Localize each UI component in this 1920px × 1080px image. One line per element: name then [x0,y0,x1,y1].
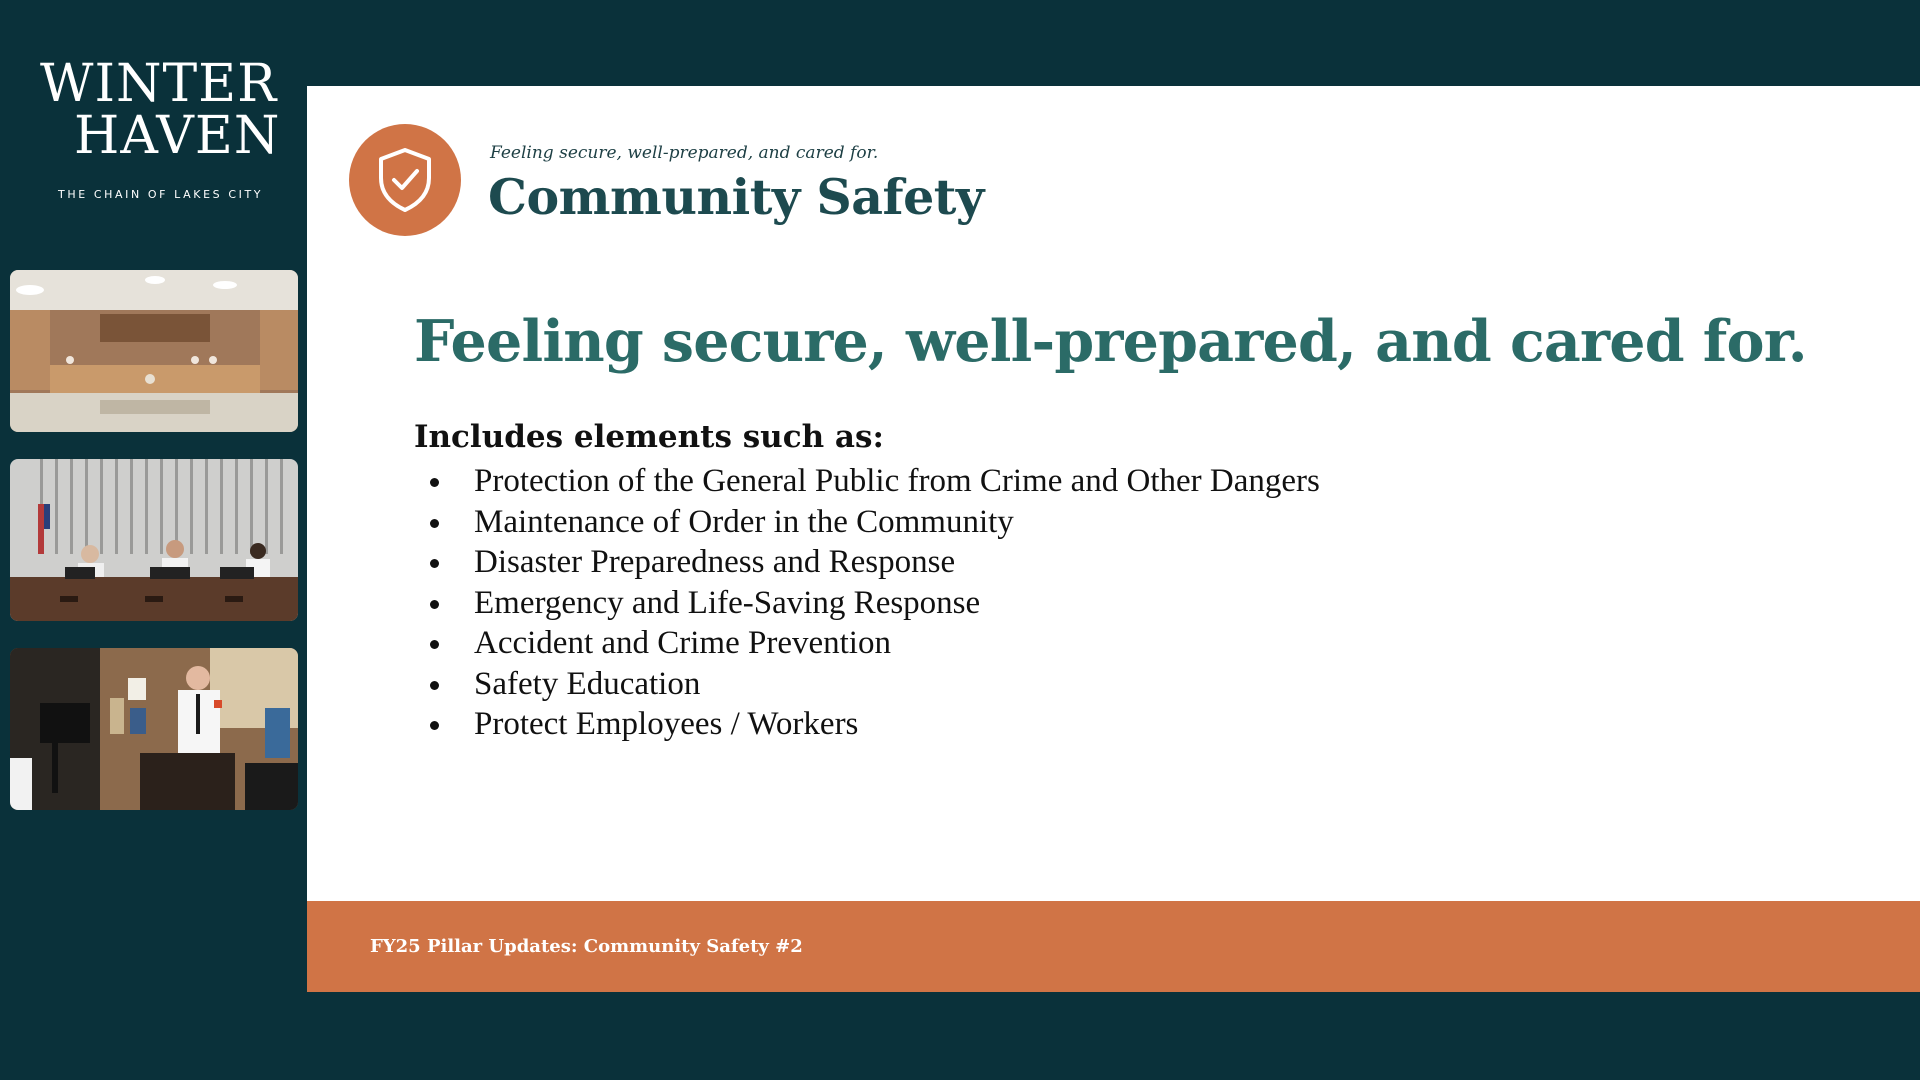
bullet-text: Protect Employees / Workers [474,706,859,742]
slide-footer-text: FY25 Pillar Updates: Community Safety #2 [370,936,803,957]
shield-icon-graphic [375,146,435,214]
video-feed-speaker[interactable] [10,648,298,810]
speaker-image [10,648,298,810]
logo-line-2: HAVEN [74,106,281,166]
bullet-dot [430,600,439,609]
dais-image [10,459,298,621]
shield-check-icon [349,124,461,236]
bullet-text: Safety Education [474,665,701,702]
slide-title: Community Safety [488,168,984,226]
bullet-text: Maintenance of Order in the Community [474,503,1014,540]
city-logo [36,54,281,208]
bullet-dot [430,721,439,730]
bullet-dot [430,478,439,487]
slide-footer-bar [307,901,1920,992]
bullet-text: Disaster Preparedness and Response [474,544,956,580]
presentation-slide [307,86,1920,992]
sidebar [0,0,307,1080]
slide-heading: Feeling secure, well-prepared, and cared for. [414,308,1807,375]
logo-line-1: WINTER [40,54,278,114]
chamber-wide-image [10,270,298,432]
header-tagline: Feeling secure, well-prepared, and cared for. [490,143,879,163]
bullet-text: Protection of the General Public from Crime and Other Dangers [474,463,1320,499]
bullet-dot [430,559,439,568]
bullet-dot [430,640,439,649]
video-feed-dais[interactable] [10,459,298,621]
logo-tagline: THE CHAIN OF LAKES CITY [58,188,264,201]
includes-label: Includes elements such as: [414,419,884,455]
bullet-dot [430,681,439,690]
bullet-dot [430,519,439,528]
video-feed-chamber[interactable] [10,270,298,432]
bullet-text: Emergency and Life-Saving Response [474,584,981,621]
bullet-text: Accident and Crime Prevention [474,625,891,661]
